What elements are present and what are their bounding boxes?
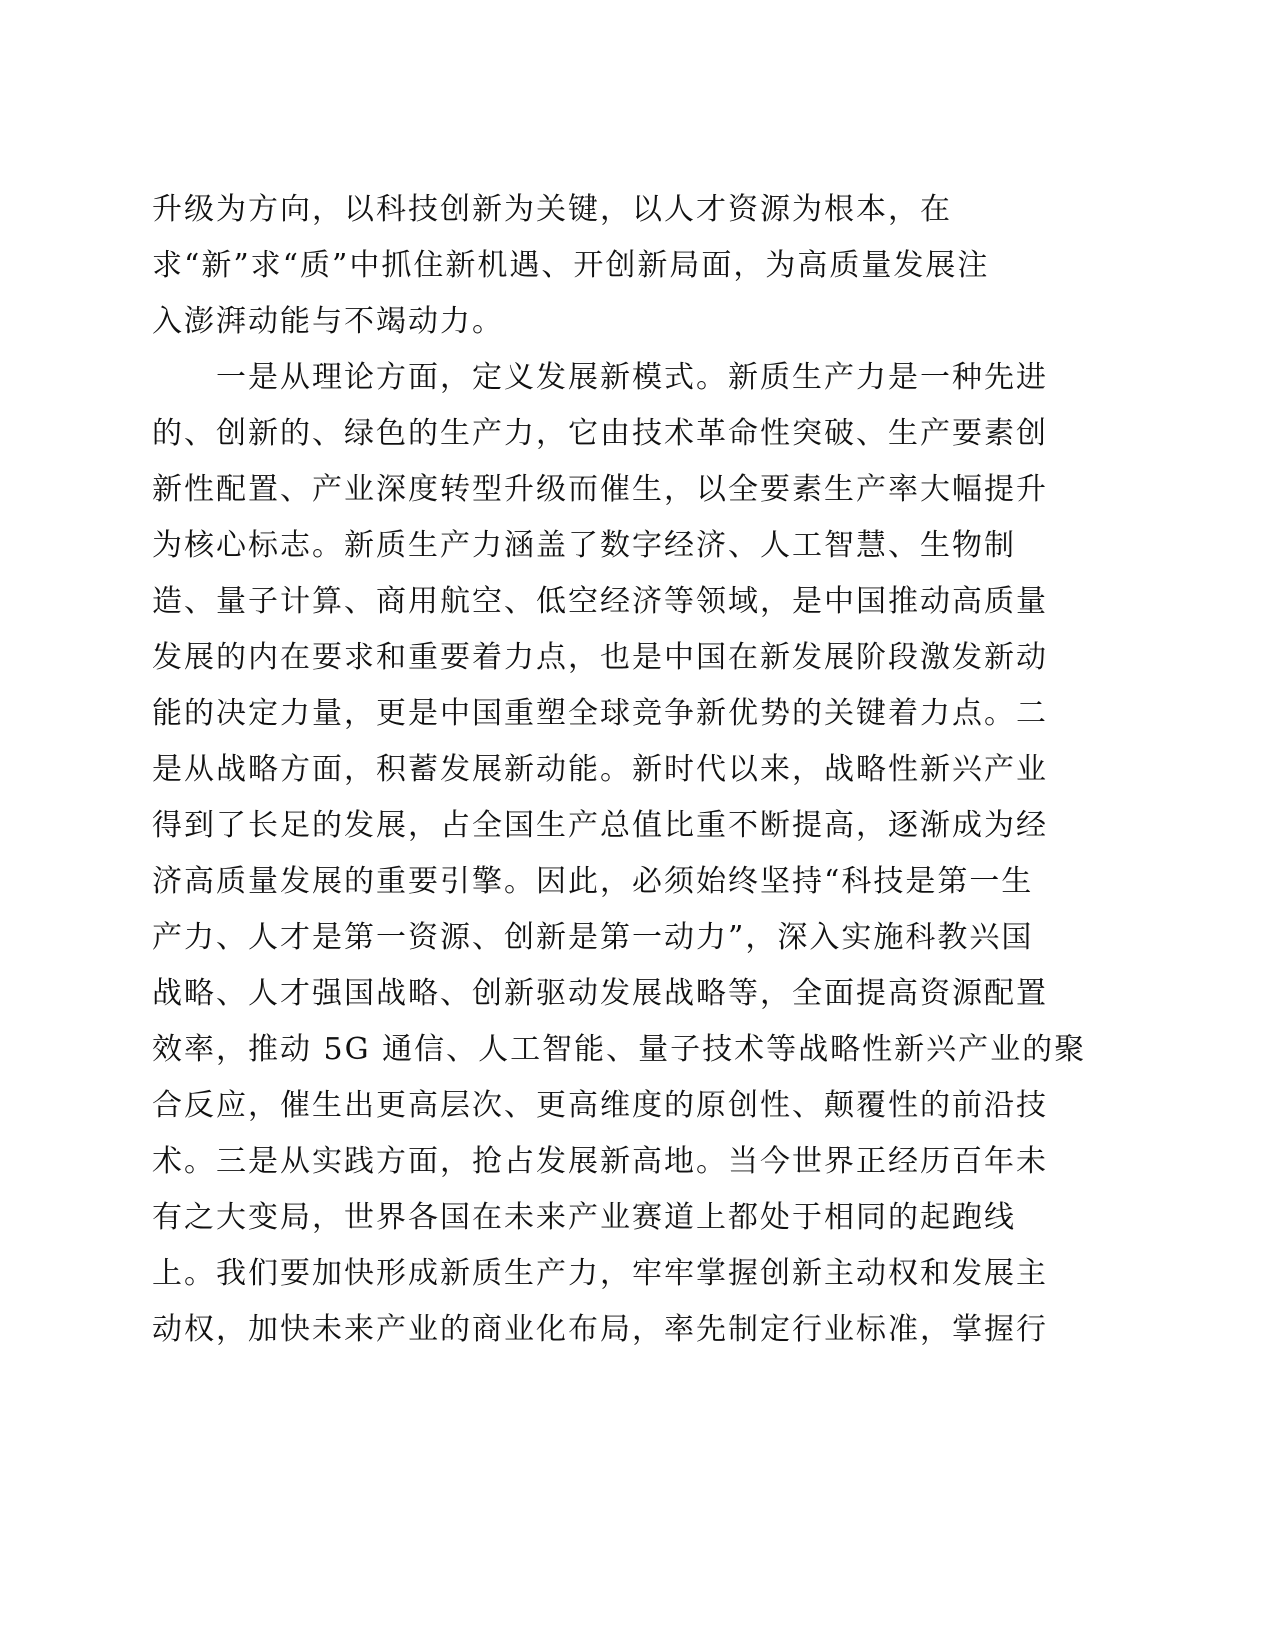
text-line: 有之大变局，世界各国在未来产业赛道上都处于相同的起跑线 [152, 1200, 1016, 1235]
text-line: 求“新”求“质”中抓住新机遇、开创新局面，为高质量发展注 [152, 248, 990, 283]
text-line: 的、创新的、绿色的生产力，它由技术革命性突破、生产要素创 [152, 416, 1048, 451]
text-line: 能的决定力量，更是中国重塑全球竞争新优势的关键着力点。二 [152, 696, 1048, 731]
text-line: 新性配置、产业深度转型升级而催生，以全要素生产率大幅提升 [152, 472, 1048, 507]
text-line: 合反应，催生出更高层次、更高维度的原创性、颠覆性的前沿技 [152, 1088, 1048, 1123]
text-line: 是从战略方面，积蓄发展新动能。新时代以来，战略性新兴产业 [152, 752, 1048, 787]
text-line: 济高质量发展的重要引擎。因此，必须始终坚持“科技是第一生 [152, 864, 1034, 899]
text-line: 上。我们要加快形成新质生产力，牢牢掌握创新主动权和发展主 [152, 1256, 1048, 1291]
text-line: 得到了长足的发展，占全国生产总值比重不断提高，逐渐成为经 [152, 808, 1048, 843]
text-line: 入澎湃动能与不竭动力。 [152, 304, 504, 339]
body-text [152, 182, 1112, 1358]
text-line: 动权，加快未来产业的商业化布局，率先制定行业标准，掌握行 [152, 1312, 1048, 1347]
text-line: 为核心标志。新质生产力涵盖了数字经济、人工智慧、生物制 [152, 528, 1016, 563]
text-line: 术。三是从实践方面，抢占发展新高地。当今世界正经历百年未 [152, 1144, 1048, 1179]
text-line: 升级为方向，以科技创新为关键，以人才资源为根本，在 [152, 192, 952, 227]
text-line: 发展的内在要求和重要着力点，也是中国在新发展阶段激发新动 [152, 640, 1048, 675]
text-line: 战略、人才强国战略、创新驱动发展战略等，全面提高资源配置 [152, 976, 1048, 1011]
text-line: 产力、人才是第一资源、创新是第一动力”，深入实施科教兴国 [152, 920, 1034, 955]
text-line: 造、量子计算、商用航空、低空经济等领域，是中国推动高质量 [152, 584, 1048, 619]
text-line: 效率，推动 5G 通信、人工智能、量子技术等战略性新兴产业的聚 [152, 1032, 1087, 1067]
text-line: 一是从理论方面，定义发展新模式。新质生产力是一种先进 [152, 360, 1048, 395]
